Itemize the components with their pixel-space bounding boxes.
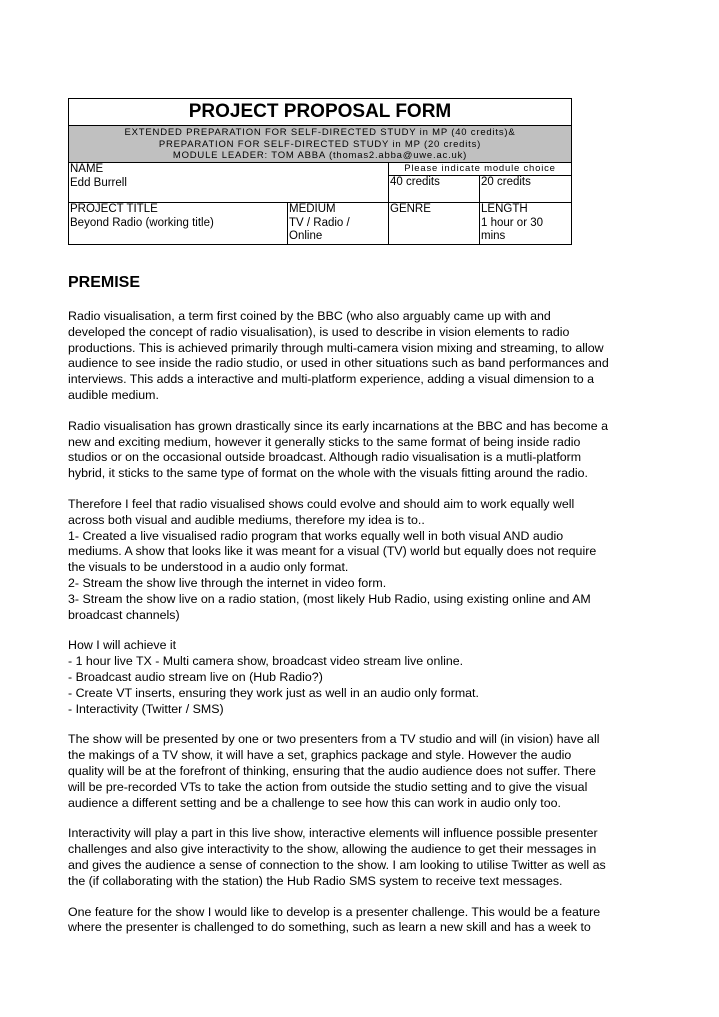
premise-paragraph — [68, 826, 660, 889]
text-line: - 1 hour live TX - Multi camera show, broadcast video stream live online. — [68, 654, 464, 669]
name-cell — [69, 163, 389, 203]
text-line: The show will be presented by one or two presenters from a TV studio and will (in vision) have all — [68, 732, 600, 747]
length-value-line: 1 hour or 30 — [481, 216, 544, 229]
project-proposal-form — [68, 98, 572, 245]
text-line: broadcast channels) — [68, 607, 180, 622]
text-line: productions. This is achieved primarily through multi-camera vision mixing and streaming, to allow — [68, 340, 604, 355]
credits-40-option[interactable]: 40 credits — [389, 176, 480, 203]
text-line: the visuals to be understood in a audio only format. — [68, 560, 349, 575]
premise-paragraph — [68, 309, 660, 404]
text-line: Radio visualisation, a term first coined by the BBC (who also arguably came up with and — [68, 309, 551, 323]
genre-label: GENRE — [390, 203, 431, 216]
text-line: Interactivity will play a part in this live show, interactive elements will influence possible presenter — [68, 826, 598, 841]
project-title-value: Beyond Radio (working title) — [70, 216, 214, 229]
form-subtitle — [69, 126, 572, 163]
text-line: audience to see inside the radio studio, or used in other situations such as band performances and — [68, 356, 609, 371]
text-line: 2- Stream the show live through the internet in video form. — [68, 575, 387, 590]
medium-cell — [288, 203, 389, 245]
text-line: How I will achieve it — [68, 638, 177, 653]
text-line: and gives the audience a sense of connection to the show. I am looking to utilise Twitter as well as — [68, 857, 606, 872]
module-choice-label: Please indicate module choice — [389, 163, 572, 176]
project-title-label: PROJECT TITLE — [70, 203, 158, 216]
text-line: where the presenter is challenged to do something, such as learn a new skill and has a week to — [68, 920, 591, 935]
length-value-line: mins — [481, 230, 506, 243]
length-label: LENGTH — [481, 203, 528, 216]
premise-paragraph — [68, 497, 660, 623]
genre-cell — [389, 203, 480, 245]
medium-value-line: TV / Radio / — [289, 216, 350, 229]
text-line: interviews. This adds a interactive and multi-platform experience, adding a visual dimension to a — [68, 372, 594, 387]
text-line: developed the concept of radio visualisation), is used to describe in vision elements to radio — [68, 324, 570, 339]
text-line: hybrid, it sticks to the same type of format on the whole with the visuals fitting around the radio. — [68, 466, 588, 481]
text-line: - Create VT inserts, ensuring they work just as well in an audio only format. — [68, 685, 479, 700]
text-line: the makings of a TV show, it will have a set, graphics package and style. However the audio — [68, 748, 572, 763]
name-label: NAME — [70, 163, 104, 176]
premise-paragraph — [68, 638, 660, 717]
premise-heading: PREMISE — [68, 274, 141, 291]
text-line: quality will be at the forefront of thinking, ensuring that the audio audience does not suffer. There — [68, 763, 596, 778]
premise-paragraph — [68, 419, 660, 482]
text-line: the (if collaborating with the station) the Hub Radio SMS system to receive text messages. — [68, 873, 563, 888]
premise-body — [68, 309, 660, 951]
text-line: challenges and also give interactivity to the show, allowing the audience to get their messages in — [68, 842, 597, 857]
text-line: Radio visualisation has grown drastically since its early incarnations at the BBC and has become a — [68, 418, 608, 433]
medium-value-line: Online — [289, 230, 323, 243]
project-title-cell — [69, 203, 288, 245]
text-line: - Interactivity (Twitter / SMS) — [68, 701, 224, 716]
text-line: 3- Stream the show live on a radio station, (most likely Hub Radio, using existing online and AM — [68, 591, 591, 606]
text-line: 1- Created a live visualised radio program that works equally well in both visual AND audio — [68, 528, 564, 543]
premise-paragraph — [68, 905, 660, 937]
form-title: PROJECT PROPOSAL FORM — [69, 99, 572, 126]
text-line: - Broadcast audio stream live on (Hub Radio?) — [68, 669, 323, 684]
text-line: across both visual and audible mediums, therefore my idea is to.. — [68, 512, 425, 527]
premise-paragraph — [68, 732, 660, 811]
length-cell — [480, 203, 572, 245]
text-line: will be pre-recorded VTs to take the action from outside the studio setting and to give the visual — [68, 779, 588, 794]
medium-label: MEDIUM — [289, 203, 336, 216]
subtitle-line: MODULE LEADER: TOM ABBA (thomas2.abba@uwe.ac.uk) — [172, 150, 468, 162]
subtitle-line: EXTENDED PREPARATION FOR SELF-DIRECTED STUDY in MP (40 credits)& — [124, 127, 516, 138]
text-line: new and exciting medium, however it generally sticks to the same format of being inside radio — [68, 434, 581, 449]
text-line: studios or on the occasional outside broadcast. Although radio visualisation is a mutli-platform — [68, 450, 582, 465]
text-line: One feature for the show I would like to develop is a presenter challenge. This would be a feature — [68, 904, 601, 919]
text-line: Therefore I feel that radio visualised shows could evolve and should aim to work equally well — [68, 496, 575, 511]
subtitle-line: PREPARATION FOR SELF-DIRECTED STUDY in MP (20 credits) — [158, 138, 482, 150]
name-value: Edd Burrell — [70, 176, 127, 189]
credits-20-option[interactable]: 20 credits — [480, 176, 572, 203]
text-line: audible medium. — [68, 387, 159, 402]
text-line: mediums. A show that looks like it was meant for a visual (TV) world but equally does not require — [68, 544, 597, 559]
text-line: audience a different setting and be a challenge to see how this can work in audio only too. — [68, 795, 561, 810]
